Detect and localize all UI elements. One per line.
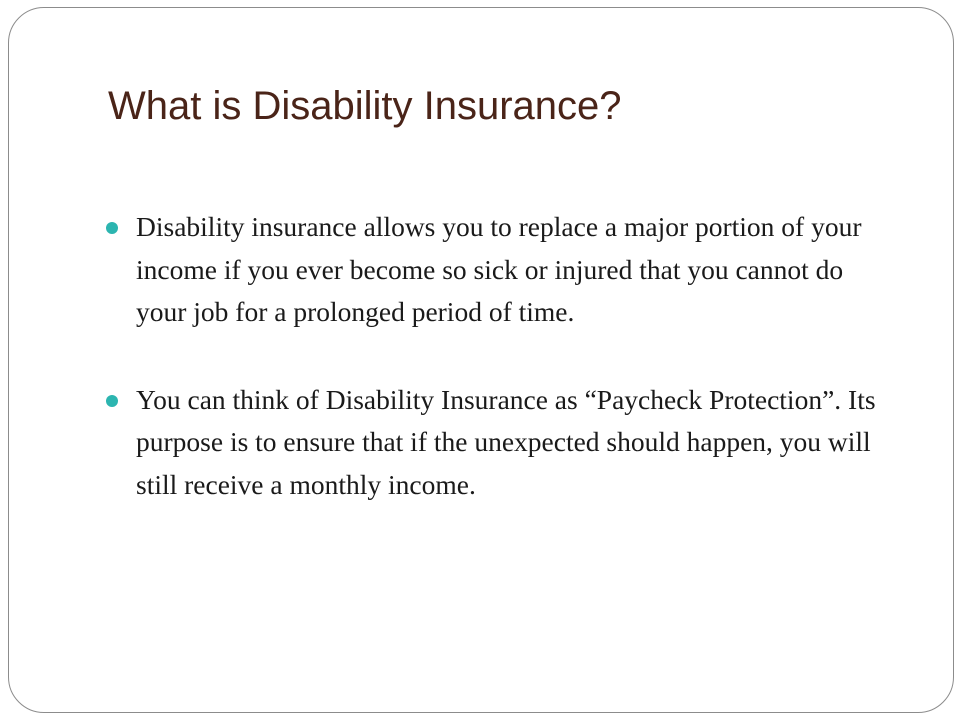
slide-title: What is Disability Insurance? [108, 84, 622, 128]
bullet-text: Disability insurance allows you to replace a major portion of your income if you ever become so sick or injured that you cannot do your job for a prolonged period of time. [136, 211, 862, 327]
bullet-item [104, 379, 894, 507]
bullet-text: You can think of Disability Insurance as “Paycheck Protection”. Its purpose is to ensure that if the unexpected should happen, you will still receive a monthly income. [136, 383, 876, 500]
bullet-dot-icon [106, 222, 118, 234]
bullet-dot-icon [106, 395, 118, 407]
bullet-list [104, 206, 894, 506]
bullet-item [104, 206, 894, 334]
